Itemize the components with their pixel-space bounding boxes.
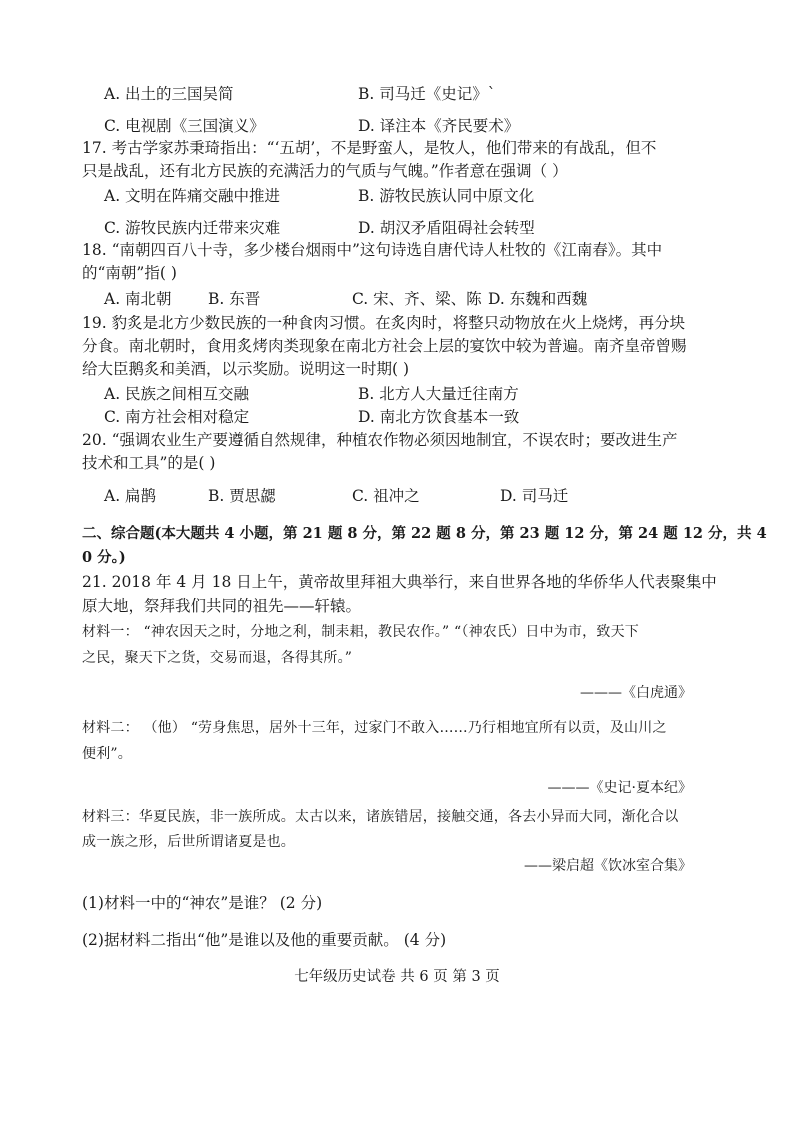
q16-option-b: B. 司马迁《史记》` [358,85,496,103]
q17-stem-line-1: 17. 考古学家苏秉琦指出：“‘五胡’，不是野蛮人，是牧人，他们带来的有战乱，但不 [82,139,657,157]
q21-subquestion-2: (2)据材料二指出“他”是谁以及他的重要贡献。 (4 分) [82,931,447,949]
page-footer: 七年级历史试卷 共 6 页 第 3 页 [294,969,500,985]
q20-stem-line-2: 技术和工具”的是( ) [82,454,216,472]
q21-subquestion-1: (1)材料一中的“神农”是谁？ (2 分) [82,894,323,912]
q20-option-d: D. 司马迁 [500,487,569,505]
q19-option-d: D. 南北方饮食基本一致 [358,408,520,426]
q17-option-d: D. 胡汉矛盾阻碍社会转型 [358,219,535,237]
q18-option-d: D. 东魏和西魏 [488,290,588,308]
q18-stem-line-2: 的“南朝”指( ) [82,264,177,282]
q18-option-c: C. 宋、齐、梁、陈 [352,290,482,308]
material-1-source: ———《白虎通》 [580,685,692,701]
q20-option-c: C. 祖冲之 [352,487,420,505]
material-1-line-2: 之民，聚天下之货，交易而退，各得其所。” [82,650,353,666]
material-2-source: ———《史记·夏本纪》 [547,780,692,796]
material-2-line-2: 便利”。 [82,746,132,762]
material-3-line-2: 成一族之形，后世所谓诸夏是也。 [82,834,295,850]
material-1-line-1: 材料一： “神农因天之时，分地之利，制耒耜，教民农作。” “（神农氏）日中为市，致天下 [82,624,639,640]
q18-option-b: B. 东晋 [208,290,261,308]
section-2-heading-line-2: 0 分。) [82,549,126,566]
q19-stem-line-1: 19. 豹炙是北方少数民族的一种食肉习惯。在炙肉时，将整只动物放在火上烧烤，再分块 [82,314,686,332]
material-3-source: ——梁启超《饮冰室合集》 [524,858,692,874]
q19-option-a: A. 民族之间相互交融 [104,385,250,403]
q20-option-b: B. 贾思勰 [208,487,276,505]
q18-stem-line-1: 18. “南朝四百八十寺，多少楼台烟雨中”这句诗选自唐代诗人杜牧的《江南春》。其中 [82,241,663,259]
q20-option-a: A. 扁鹊 [104,487,157,505]
q19-stem-line-3: 给大臣鹅炙和美酒，以示奖励。说明这一时期( ) [82,360,410,378]
material-2-line-1: 材料二： （他） “劳身焦思，居外十三年，过家门不敢入……乃行相地宜所有以贡，及山川之 [82,720,667,736]
q17-option-a: A. 文明在阵痛交融中推进 [104,187,281,205]
q17-option-b: B. 游牧民族认同中原文化 [358,187,535,205]
section-2-heading-line-1: 二、综合题(本大题共 4 小题，第 21 题 8 分，第 22 题 8 分，第 23 题 12 分，第 24 题 12 分，共 4 [82,525,767,542]
material-3-line-1: 材料三：华夏民族，非一族所成。太古以来，诸族错居，接触交通，各去小异而大同，渐化合以 [82,809,679,825]
q19-stem-line-2: 分食。南北朝时，食用炙烤肉类现象在南北方社会上层的宴饮中较为普遍。南齐皇帝曾赐 [82,337,687,355]
q17-option-c: C. 游牧民族内迁带来灾难 [104,219,281,237]
q18-option-a: A. 南北朝 [104,290,172,308]
q17-stem-line-2: 只是战乱，还有北方民族的充满活力的气质与气魄。”作者意在强调（ ） [82,162,568,180]
q16-option-c: C. 电视剧《三国演义》 [104,117,265,135]
q20-stem-line-1: 20. “强调农业生产要遵循自然规律，种植农作物必须因地制宜，不误农时；要改进生产 [82,431,678,449]
q21-stem-line-1: 21. 2018 年 4 月 18 日上午，黄帝故里拜祖大典举行，来自世界各地的华侨华人代表聚集中 [82,573,717,591]
q16-option-d: D. 译注本《齐民要术》 [358,117,520,135]
q21-stem-line-2: 原大地，祭拜我们共同的祖先——轩辕。 [82,597,362,615]
q16-option-a: A. 出土的三国吴简 [104,85,234,103]
q19-option-b: B. 北方人大量迁往南方 [358,385,519,403]
q19-option-c: C. 南方社会相对稳定 [104,408,250,426]
